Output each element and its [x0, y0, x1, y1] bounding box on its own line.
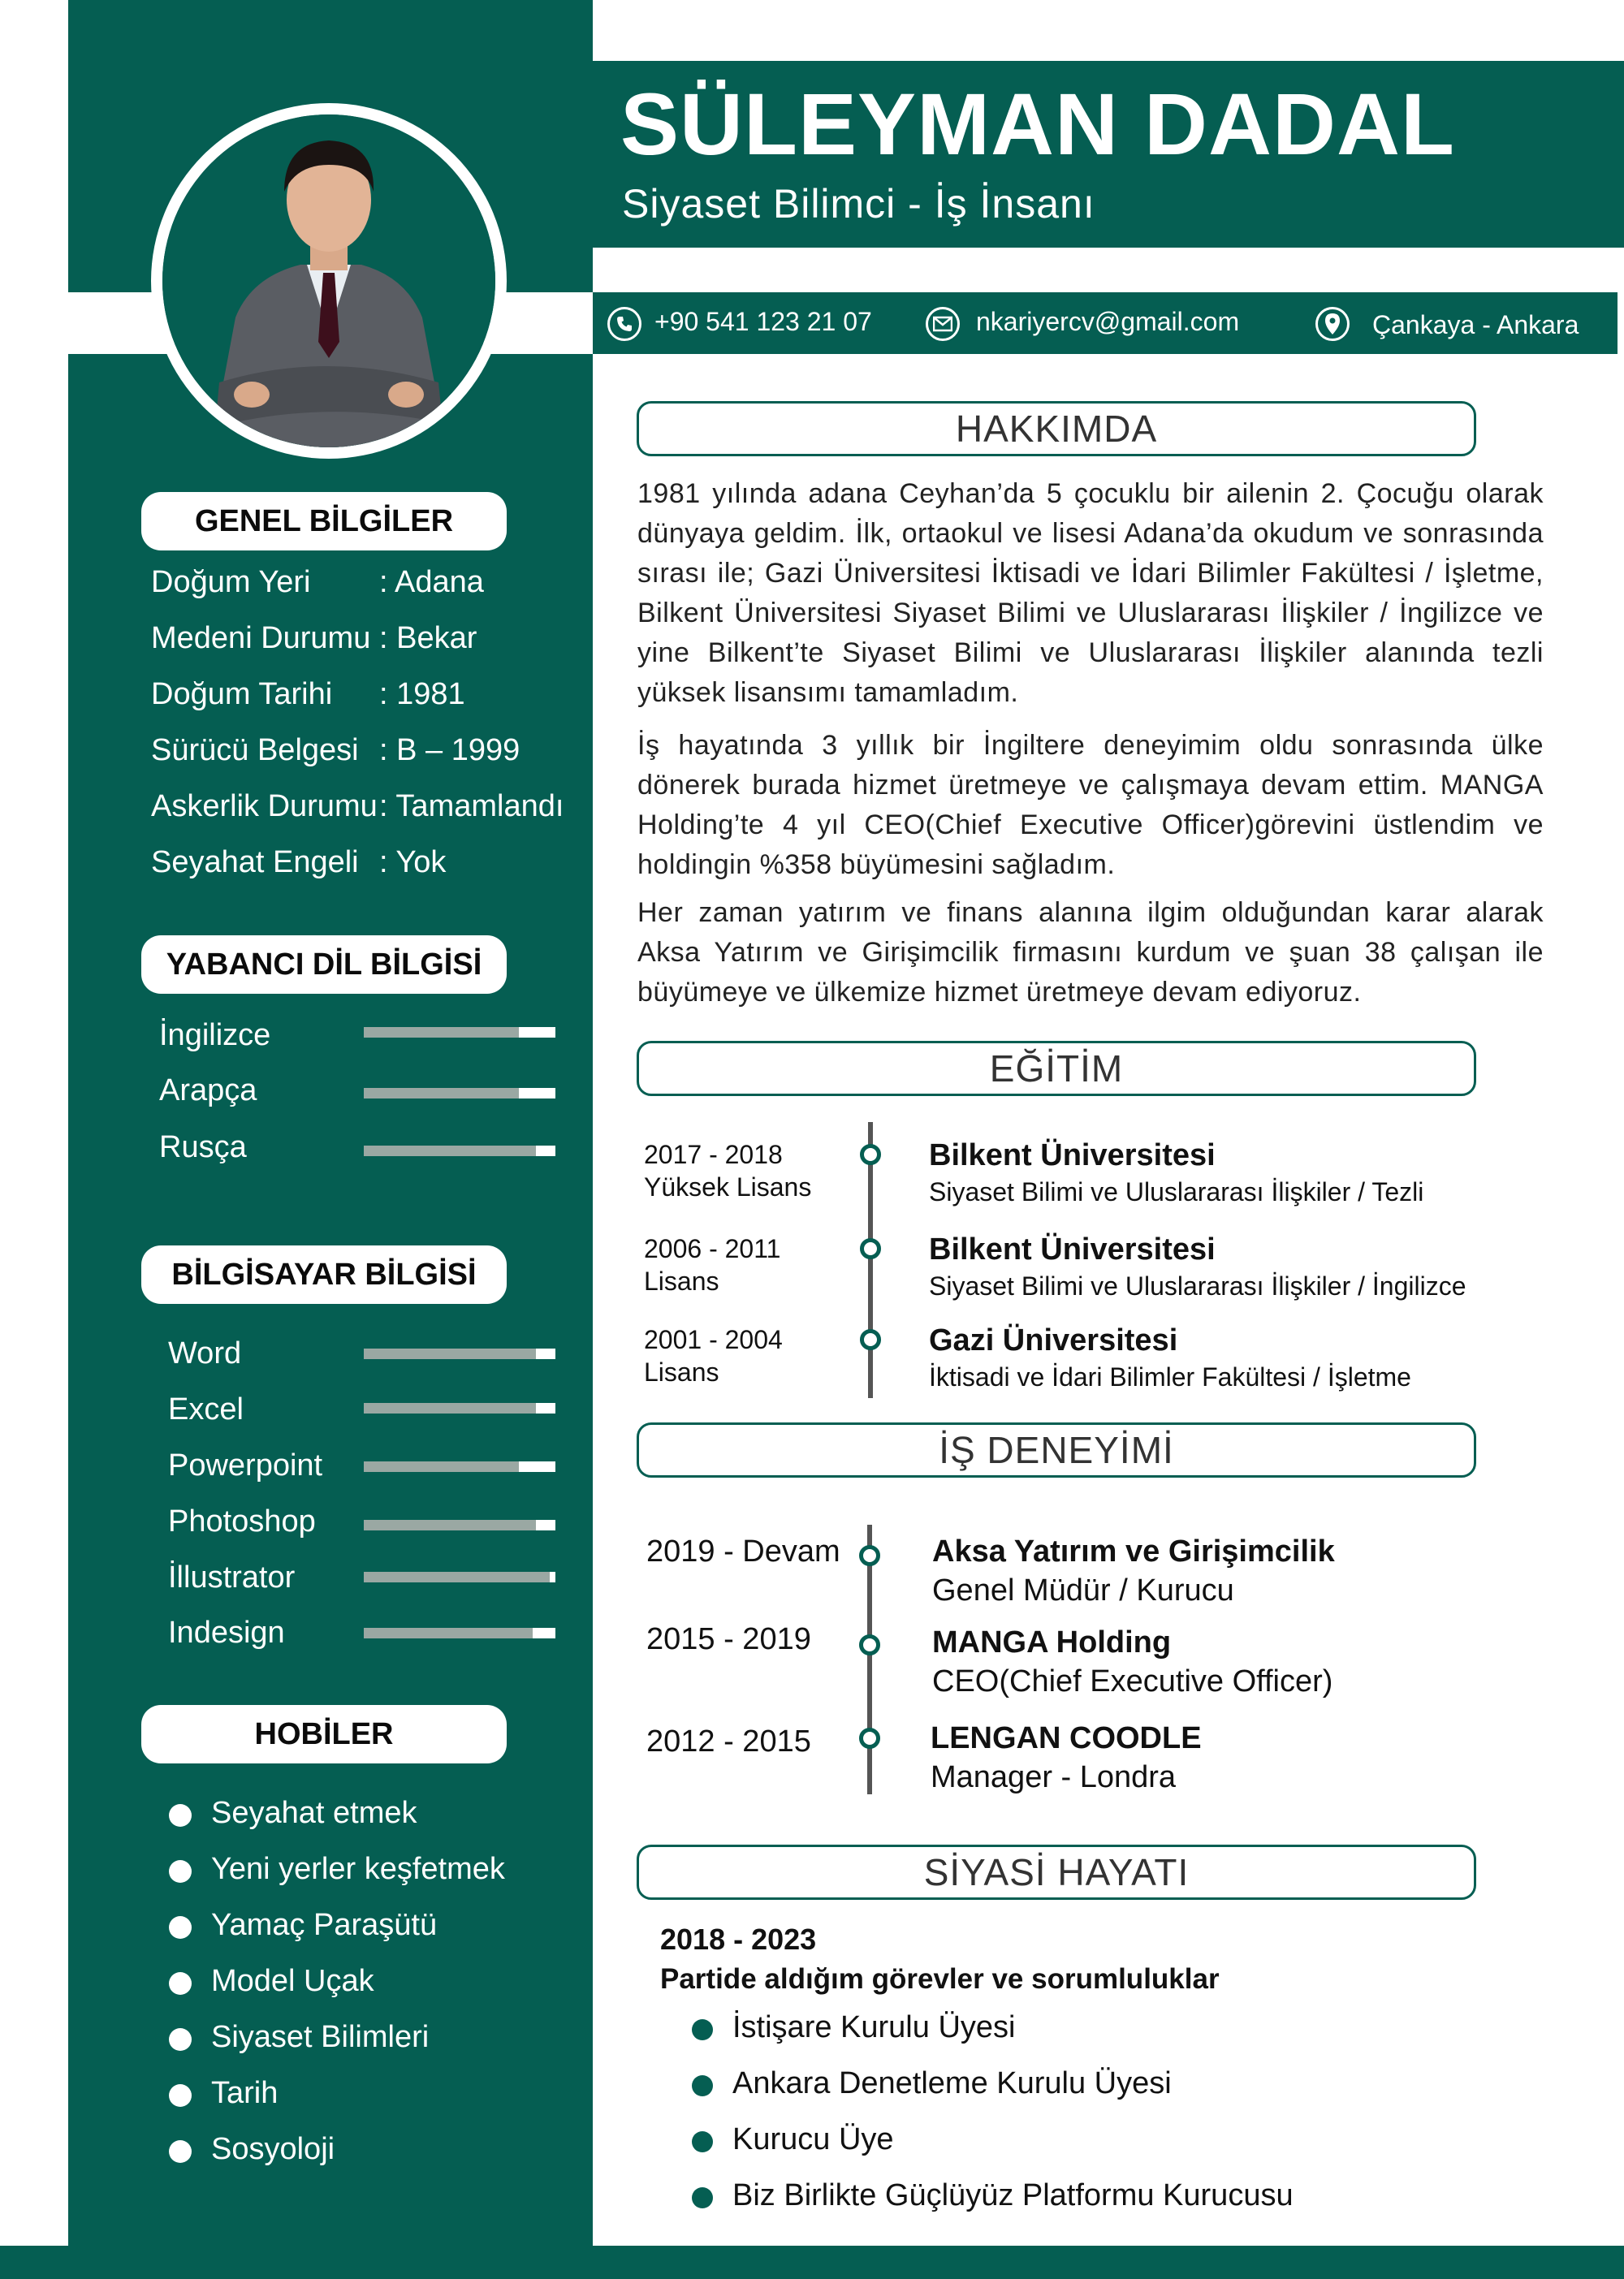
- software-name: Indesign: [168, 1616, 285, 1650]
- politics-item: Ankara Denetleme Kurulu Üyesi: [732, 2066, 1172, 2100]
- software-name: Photoshop: [168, 1504, 316, 1539]
- info-value: : Tamamlandı: [379, 789, 564, 823]
- education-school: Bilkent Üniversitesi: [929, 1232, 1216, 1267]
- education-school: Gazi Üniversitesi: [929, 1323, 1178, 1357]
- software-level-bar: [364, 1628, 555, 1638]
- education-degree: Lisans: [644, 1357, 719, 1387]
- bullet-icon: [169, 2028, 192, 2051]
- hobby-item: Siyaset Bilimleri: [211, 2020, 430, 2054]
- software-level-fill: [364, 1349, 536, 1359]
- hobby-item: Sosyoloji: [211, 2132, 335, 2166]
- timeline-dot: [859, 1634, 880, 1655]
- experience-company: Aksa Yatırım ve Girişimcilik: [932, 1534, 1335, 1569]
- timeline-dot: [859, 1545, 880, 1566]
- software-level-bar: [364, 1461, 555, 1472]
- language-level-bar: [364, 1027, 555, 1038]
- experience-heading: İŞ DENEYİMİ: [637, 1422, 1476, 1478]
- hobby-item: Tarih: [211, 2076, 279, 2110]
- bullet-icon: [692, 2075, 713, 2096]
- experience-role: Manager - Londra: [931, 1760, 1177, 1794]
- info-value: : Adana: [379, 565, 484, 599]
- experience-role: Genel Müdür / Kurucu: [932, 1573, 1234, 1608]
- email-address: nkariyercv@gmail.com: [976, 307, 1240, 336]
- software-level-fill: [364, 1520, 536, 1530]
- bullet-icon: [692, 2131, 713, 2152]
- bullet-icon: [692, 2187, 713, 2208]
- education-program: Siyaset Bilimi ve Uluslararası İlişkiler / İngilizce: [929, 1271, 1466, 1301]
- bullet-icon: [169, 1860, 192, 1883]
- education-years: 2006 - 2011: [644, 1234, 781, 1263]
- education-heading: EĞİTİM: [637, 1041, 1476, 1096]
- language-name: Rusça: [159, 1130, 247, 1164]
- location-text: Çankaya - Ankara: [1372, 310, 1579, 339]
- software-level-bar: [364, 1349, 555, 1359]
- politics-heading: SİYASİ HAYATI: [637, 1845, 1476, 1900]
- info-label: Doğum Yeri: [151, 565, 311, 599]
- software-name: Powerpoint: [168, 1448, 323, 1483]
- experience-company: LENGAN COODLE: [931, 1721, 1202, 1755]
- info-label: Sürücü Belgesi: [151, 733, 359, 767]
- software-level-fill: [364, 1572, 550, 1582]
- computer-skills-heading: BİLGİSAYAR BİLGİSİ: [141, 1245, 507, 1304]
- location-pin-icon: [1315, 307, 1350, 341]
- language-level-fill: [364, 1146, 536, 1156]
- person-avatar-illustration: [162, 114, 495, 447]
- software-level-fill: [364, 1403, 536, 1414]
- experience-years: 2012 - 2015: [646, 1724, 811, 1759]
- person-name: SÜLEYMAN DADAL: [620, 75, 1455, 173]
- language-level-bar: [364, 1146, 555, 1156]
- experience-years: 2015 - 2019: [646, 1622, 811, 1656]
- politics-item: İstişare Kurulu Üyesi: [732, 2010, 1016, 2044]
- education-program: İktisadi ve İdari Bilimler Fakültesi / İşletme: [929, 1362, 1411, 1392]
- language-level-fill: [364, 1088, 519, 1098]
- envelope-icon: [926, 307, 960, 341]
- politics-item: Kurucu Üye: [732, 2122, 894, 2156]
- education-program: Siyaset Bilimi ve Uluslararası İlişkiler / Tezli: [929, 1177, 1424, 1206]
- bullet-icon: [169, 1804, 192, 1827]
- info-value: : Bekar: [379, 621, 477, 655]
- bullet-icon: [169, 1972, 192, 1995]
- info-label: Medeni Durumu: [151, 621, 371, 655]
- about-paragraph: Her zaman yatırım ve finans alanına ilgim olduğundan karar alarak Aksa Yatırım ve Girişimcilik firmasını kurdum ve şuan 38 çalışan ile büyümeye ve ülkemize hizmet üretmeye devam ediyoruz.: [637, 897, 1544, 1008]
- general-info-heading: GENEL BİLGİLER: [141, 492, 507, 550]
- software-level-bar: [364, 1403, 555, 1414]
- software-name: Word: [168, 1336, 242, 1370]
- info-label: Askerlik Durumu: [151, 789, 378, 823]
- experience-role: CEO(Chief Executive Officer): [932, 1664, 1333, 1698]
- info-label: Doğum Tarihi: [151, 677, 333, 711]
- education-school: Bilkent Üniversitesi: [929, 1138, 1216, 1172]
- about-heading: HAKKIMDA: [637, 401, 1476, 456]
- software-name: İllustrator: [168, 1560, 296, 1595]
- phone-number: +90 541 123 21 07: [654, 307, 872, 336]
- about-paragraph: İş hayatında 3 yıllık bir İngiltere deneyimim oldu sonrasında ülke dönerek burada hizmet üretmeye ve çalışmaya devam ettim. MANGA Holding’te 4 yıl CEO(Chief Executive Officer)görevini üstlendim ve holdingin %358 büyümesini sağladım.: [637, 730, 1544, 880]
- software-name: Excel: [168, 1392, 244, 1427]
- education-years: 2001 - 2004: [644, 1325, 783, 1354]
- about-paragraph: 1981 yılında adana Ceyhan’da 5 çocuklu bir ailenin 2. Çocuğu olarak dünyaya geldim. İlk, ortaokul ve lisesi Adana’da okudum ve sonrasında sırası ile; Gazi Üniversitesi İktisadi ve İdari Bilimler Fakültesi / İşletme, Bilkent Üniversitesi Siyaset Bilimi ve Uluslararası İlişkiler / İngilizce ve yine Bilkent’te Siyaset Bilimi ve Uluslararası İlişkiler alanında tezli yüksek lisansımı tamamladım.: [637, 478, 1544, 708]
- politics-subtitle: Partide aldığım görevler ve sorumluluklar: [660, 1963, 1220, 1995]
- education-degree: Yüksek Lisans: [644, 1172, 812, 1202]
- hobby-item: Yeni yerler keşfetmek: [211, 1852, 505, 1886]
- experience-years: 2019 - Devam: [646, 1534, 840, 1569]
- software-level-fill: [364, 1628, 533, 1638]
- timeline-dot: [859, 1728, 880, 1749]
- hobbies-heading: HOBİLER: [141, 1705, 507, 1763]
- timeline-dot: [860, 1144, 881, 1165]
- phone-icon: [607, 307, 641, 341]
- experience-company: MANGA Holding: [932, 1625, 1172, 1660]
- bullet-icon: [692, 2019, 713, 2040]
- info-value: : B – 1999: [379, 733, 520, 767]
- bullet-icon: [169, 2084, 192, 2107]
- education-years: 2017 - 2018: [644, 1140, 783, 1169]
- education-degree: Lisans: [644, 1267, 719, 1296]
- profile-photo: [162, 114, 495, 447]
- hobby-item: Seyahat etmek: [211, 1796, 417, 1830]
- software-level-bar: [364, 1520, 555, 1530]
- software-level-bar: [364, 1572, 555, 1582]
- info-label: Seyahat Engeli: [151, 845, 359, 879]
- hobby-item: Yamaç Paraşütü: [211, 1908, 438, 1942]
- timeline-dot: [860, 1329, 881, 1350]
- language-name: İngilizce: [159, 1018, 271, 1052]
- politics-years: 2018 - 2023: [660, 1923, 817, 1956]
- bullet-icon: [169, 1916, 192, 1939]
- hobby-item: Model Uçak: [211, 1964, 374, 1998]
- politics-item: Biz Birlikte Güçlüyüz Platformu Kurucusu: [732, 2178, 1294, 2212]
- language-level-bar: [364, 1088, 555, 1098]
- language-level-fill: [364, 1027, 519, 1038]
- footer-band: [0, 2246, 1624, 2279]
- info-value: : 1981: [379, 677, 465, 711]
- software-level-fill: [364, 1461, 519, 1472]
- languages-heading: YABANCI DİL BİLGİSİ: [141, 935, 507, 994]
- info-value: : Yok: [379, 845, 447, 879]
- bullet-icon: [169, 2140, 192, 2163]
- person-title: Siyaset Bilimci - İş İnsanı: [622, 181, 1095, 227]
- language-name: Arapça: [159, 1073, 257, 1107]
- timeline-dot: [860, 1238, 881, 1259]
